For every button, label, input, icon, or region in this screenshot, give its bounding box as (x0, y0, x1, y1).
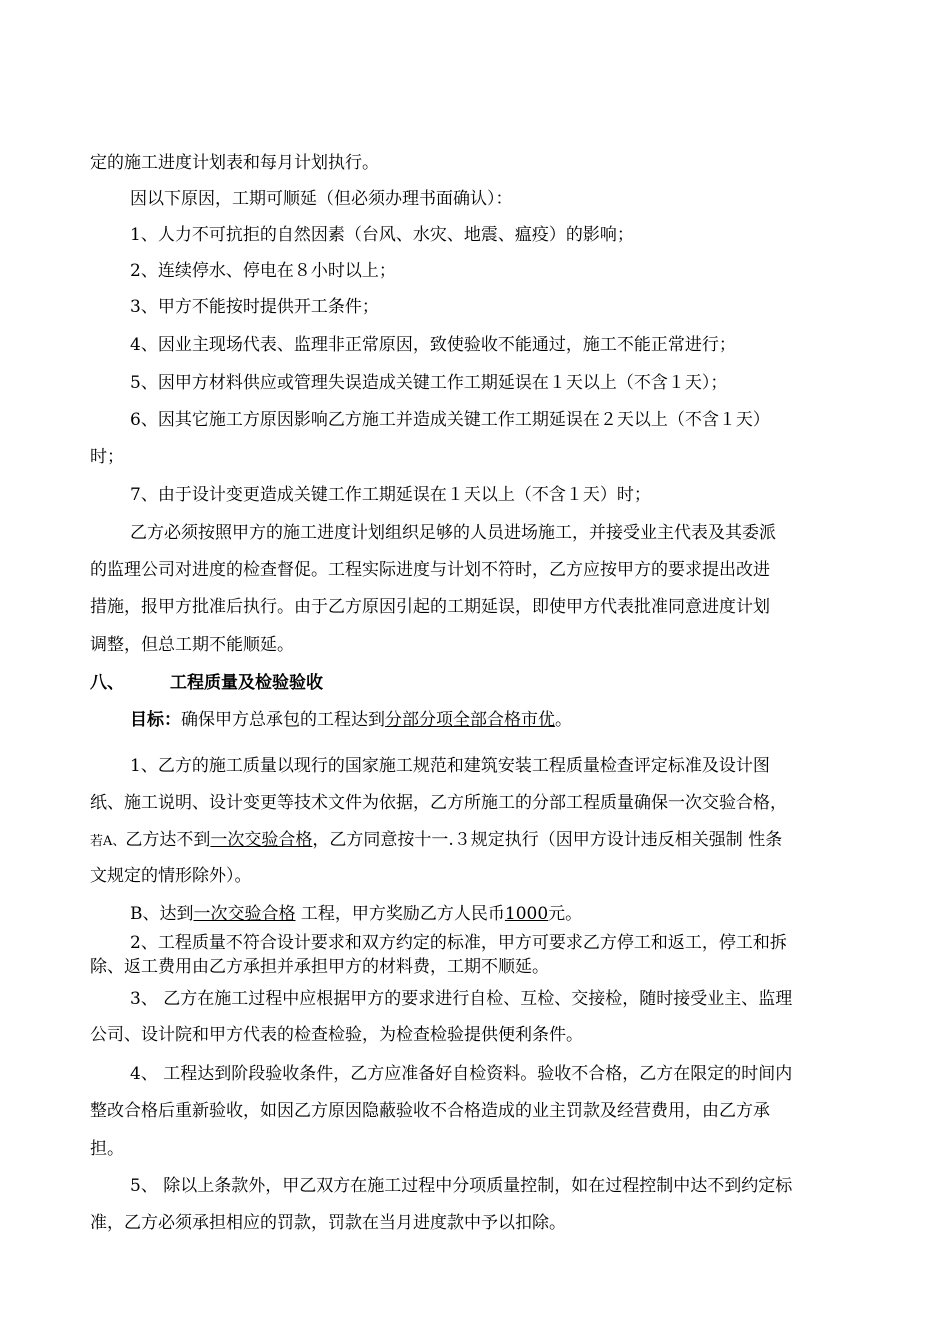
quality-item-3: 3、 乙方在施工过程中应根据甲方的要求进行自检、互检、交接检，随时接受业主、监理 (130, 989, 793, 1009)
paragraph-line: 公司、设计院和甲方代表的检查检验，为检查检验提供便利条件。 (90, 1025, 583, 1045)
goal-label: 目标： (130, 710, 181, 730)
section-title: 工程质量及检验验收 (170, 673, 323, 693)
clause-a-prefix: 若A、 (90, 834, 126, 849)
paragraph-line: 除、返工费用由乙方承担并承担甲方的材料费，工期不顺延。 (90, 957, 549, 977)
delay-item-7: 7、由于设计变更造成关键工作工期延误在１天以上（不含１天）时； (130, 485, 651, 505)
quality-item-5: 5、 除以上条款外，甲乙双方在施工过程中分项质量控制，如在过程控制中达不到约定标 (130, 1176, 793, 1196)
quality-item-4: 4、 工程达到阶段验收条件，乙方应准备好自检资料。验收不合格，乙方在限定的时间内 (130, 1064, 793, 1084)
delay-intro: 因以下原因，工期可顺延（但必须办理书面确认）： (130, 189, 513, 209)
paragraph-line: 定的施工进度计划表和每月计划执行。 (90, 153, 379, 173)
delay-item-4: 4、因业主现场代表、监理非正常原因，致使验收不能通过，施工不能正常进行； (130, 335, 736, 355)
clause-a-text: 乙方达不到 (125, 830, 211, 850)
quality-item-2: 2、工程质量不符合设计要求和双方约定的标准，甲方可要求乙方停工和返工，停工和拆 (130, 933, 787, 953)
goal-line (130, 710, 572, 730)
paragraph-line: 措施，报甲方批准后执行。由于乙方原因引起的工期延误，即使甲方代表批准同意进度计划 (90, 597, 770, 617)
paragraph-line: 文规定的情形除外）。 (90, 866, 252, 886)
paragraph-line: 准，乙方必须承担相应的罚款，罚款在当月进度款中予以扣除。 (90, 1213, 566, 1233)
quality-clause-b (130, 904, 582, 924)
delay-item-2: 2、连续停水、停电在８小时以上； (130, 261, 396, 281)
paragraph-line: 调整，但总工期不能顺延。 (90, 635, 294, 655)
delay-item-5: 5、因甲方材料供应或管理失误造成关键工作工期延误在１天以上（不含１天）； (130, 373, 728, 393)
delay-item-1: 1、人力不可抗拒的自然因素（台风、水灾、地震、瘟疫）的影响； (130, 225, 634, 245)
goal-target: 分部分项全部合格市优 (385, 710, 555, 730)
clause-b-end: 元。 (548, 904, 583, 924)
clause-b-underlined: 一次交验合格 (193, 904, 296, 924)
paragraph-line: 乙方必须按照甲方的施工进度计划组织足够的人员进场施工，并接受业主代表及其委派 (130, 523, 776, 543)
paragraph-line: 担。 (90, 1139, 124, 1159)
clause-b-prefix: B、达到 (130, 904, 194, 924)
clause-b-mid: 工程，甲方奖励乙方人民币 (295, 904, 505, 924)
paragraph-line: 整改合格后重新验收，如因乙方原因隐蔽验收不合格造成的业主罚款及经营费用，由乙方承 (90, 1101, 770, 1121)
delay-item-3: 3、甲方不能按时提供开工条件； (130, 297, 379, 317)
paragraph-line: 的监理公司对进度的检查督促。工程实际进度与计划不符时，乙方应按甲方的要求提出改进 (90, 560, 770, 580)
goal-text: 确保甲方总承包的工程达到 (181, 710, 385, 730)
goal-end: 。 (555, 710, 572, 730)
section-number: 八、 (90, 673, 124, 693)
quality-item-1: 1、乙方的施工质量以现行的国家施工规范和建筑安装工程质量检查评定标准及设计图 (130, 756, 770, 776)
delay-item-6: 6、因其它施工方原因影响乙方施工并造成关键工作工期延误在２天以上（不含１天） (130, 410, 770, 430)
clause-a-underlined: 一次交验合格 (210, 830, 313, 850)
paragraph-line: 纸、施工说明、设计变更等技术文件为依据，乙方所施工的分部工程质量确保一次交验合格， (90, 793, 787, 813)
reward-amount: 1000 (504, 904, 549, 924)
quality-clause-a (90, 830, 782, 852)
clause-a-rest: ，乙方同意按十一.３规定执行（因甲方设计违反相关强制 性条 (312, 830, 783, 850)
delay-item-6-cont: 时； (90, 447, 124, 467)
